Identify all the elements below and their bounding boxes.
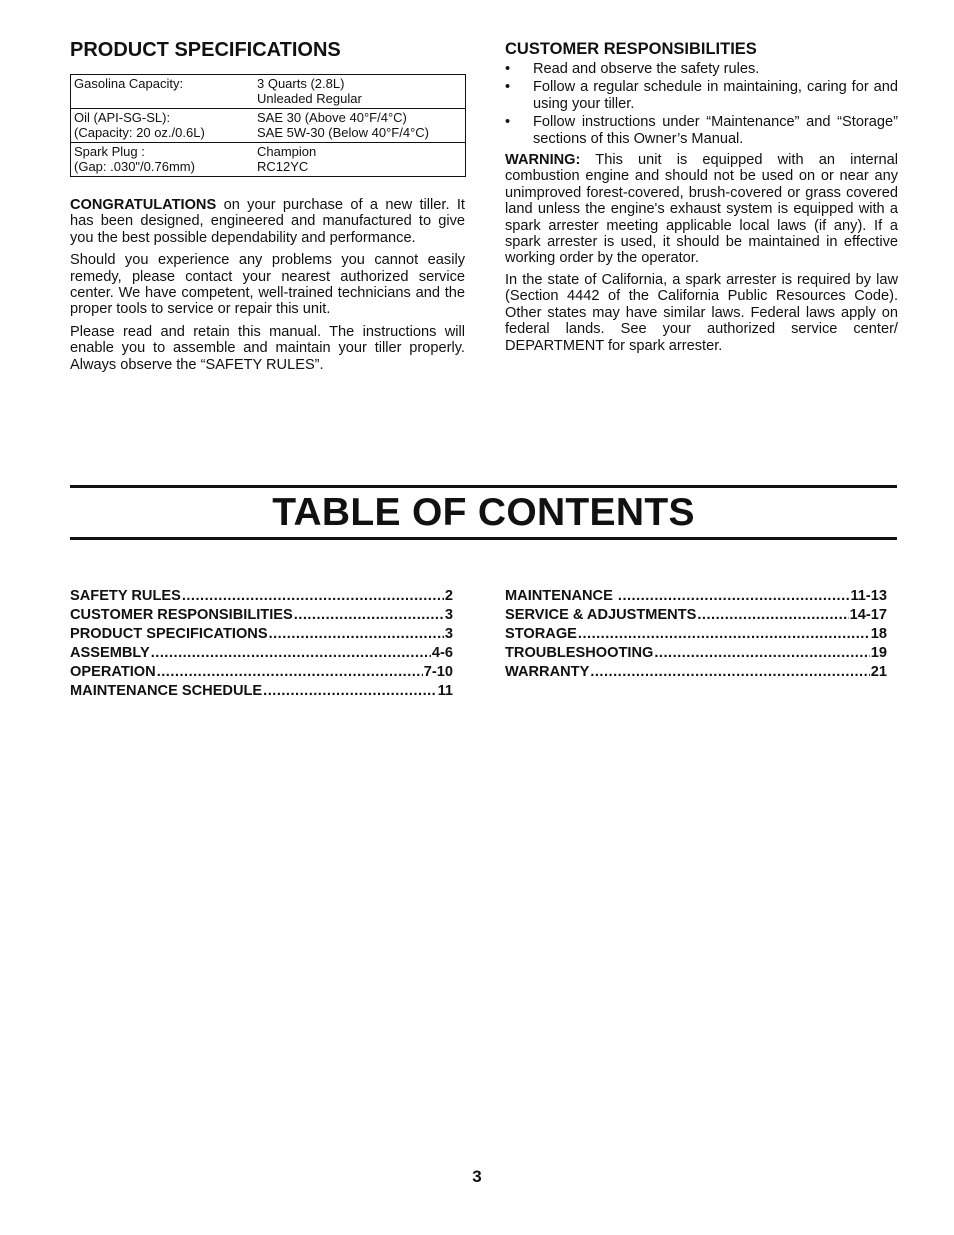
toc-entry-page: 4-6 (431, 645, 453, 661)
list-item: • Follow a regular schedule in maintaining, caring for and using your tiller. (505, 79, 898, 112)
toc-entry-page: 11-13 (850, 588, 887, 604)
spec-value: 3 Quarts (2.8L) (257, 76, 345, 91)
toc-entry-label: SAFETY RULES (70, 588, 181, 604)
toc-entry[interactable] (505, 606, 887, 625)
toc-leader-dots (263, 682, 436, 701)
toc-leader-dots (654, 644, 869, 663)
spec-value: SAE 30 (Above 40°F/4°C) (257, 110, 407, 125)
toc-entry-label: MAINTENANCE SCHEDULE (70, 683, 263, 699)
toc-leader-dots (578, 625, 870, 644)
toc-entry-page: 3 (444, 626, 453, 642)
toc-entry[interactable] (70, 682, 453, 701)
service-paragraph: Should you experience any problems you cannot easily remedy, please contact your nearest authorized service center. We have competent, well-trained technicians and the proper tools to service or repair this unit. (70, 252, 465, 318)
spec-label: (Gap: .030"/0.76mm) (74, 159, 195, 174)
congratulations-label: CONGRATULATIONS (70, 197, 217, 213)
warning-text: This unit is equipped with an internal combustion engine and should not be used on or near any unimproved forest-covered, brush-covered or grass covered land unless the engine's exhaust system is equipped with a spark arrester meeting applicable local laws (if any). If a spark arrester is used, it should be maintained in effective working order by the operator. (505, 152, 898, 267)
toc-entry-label: CUSTOMER RESPONSIBILITIES (70, 607, 293, 623)
california-paragraph: In the state of California, a spark arrester is required by law (Section 4442 of the California Public Resources Code). Other states may have similar laws. Federal laws apply on federal lands. See your authorized service center/ DEPARTMENT for spark arrester. (505, 271, 898, 354)
responsibilities-list (505, 61, 898, 147)
toc-entry[interactable] (70, 625, 453, 644)
spec-value: RC12YC (257, 159, 309, 174)
retain-manual-paragraph: Please read and retain this manual. The instructions will enable you to assemble and maintain your tiller properly. Always observe the “SAFETY RULES”. (70, 323, 465, 373)
customer-responsibilities-heading: CUSTOMER RESPONSIBILITIES (505, 40, 757, 58)
toc-entry-page: 2 (444, 588, 453, 604)
toc-leader-dots (697, 606, 848, 625)
toc-bottom-rule (70, 537, 897, 540)
toc-entry-label: WARRANTY (505, 664, 590, 680)
toc-entry-label: PRODUCT SPECIFICATIONS (70, 626, 268, 642)
spec-value-cell (254, 109, 466, 143)
toc-entry[interactable] (505, 644, 887, 663)
spec-label: Gasolina Capacity: (74, 76, 184, 91)
toc-entry[interactable] (505, 587, 887, 606)
page-number: 3 (472, 1167, 482, 1186)
product-specifications-section (70, 38, 465, 373)
toc-entry-label: OPERATION (70, 664, 156, 680)
toc-entry[interactable] (70, 644, 453, 663)
table-row (71, 109, 466, 143)
toc-title: TABLE OF CONTENTS (272, 491, 695, 534)
spec-value: SAE 5W-30 (Below 40°F/4°C) (257, 125, 429, 140)
toc-entry[interactable] (70, 587, 453, 606)
toc-leader-dots (618, 587, 850, 606)
toc-entry[interactable] (70, 663, 453, 682)
product-specifications-heading: PRODUCT SPECIFICATIONS (70, 39, 341, 61)
bullet-icon: • (505, 114, 511, 131)
toc-entry[interactable] (70, 606, 453, 625)
toc-entry-label: ASSEMBLY (70, 645, 150, 661)
list-item: • Follow instructions under “Maintenance” and “Storage” sections of this Owner’s Manual. (505, 114, 898, 147)
spec-value-cell (254, 143, 466, 177)
warning-label: WARNING: (505, 152, 581, 169)
spec-label: Spark Plug : (74, 144, 145, 159)
toc-leader-dots (182, 587, 444, 606)
toc-entry-label: TROUBLESHOOTING (505, 645, 654, 661)
spec-value: Unleaded Regular (257, 91, 362, 106)
toc-leader-dots (269, 625, 444, 644)
toc-leader-dots (590, 663, 869, 682)
spec-label: Oil (API-SG-SL): (74, 110, 171, 125)
spec-value-cell (254, 75, 466, 109)
spec-label-cell (71, 75, 255, 109)
bullet-icon: • (505, 61, 511, 77)
toc-leader-dots (157, 663, 423, 682)
congratulations-text: on your purchase of a new tiller. It has been designed, engineered and manufactured to give you the best possible dependability and performance. (70, 197, 465, 246)
toc-left-column (70, 587, 453, 701)
toc-leader-dots (151, 644, 431, 663)
specifications-table (70, 74, 466, 177)
table-row (71, 143, 466, 177)
toc-entry-label: MAINTENANCE (505, 588, 617, 604)
spec-value: Champion (257, 144, 317, 159)
spec-label-cell (71, 109, 255, 143)
toc-entry-page: 18 (870, 626, 887, 642)
toc-right-column (505, 587, 887, 682)
spec-label: (Capacity: 20 oz./0.6L) (74, 125, 205, 140)
toc-entry-page: 3 (444, 607, 453, 623)
toc-leader-dots (294, 606, 444, 625)
list-item: • Read and observe the safety rules. (505, 61, 760, 77)
toc-entry[interactable] (505, 663, 887, 682)
toc-entry-page: 7-10 (423, 664, 453, 680)
toc-entry[interactable] (505, 625, 887, 644)
toc-top-rule (70, 485, 897, 488)
toc-entry-page: 19 (870, 645, 887, 661)
toc-entry-label: STORAGE (505, 626, 577, 642)
customer-responsibilities-section (505, 40, 898, 354)
toc-entry-label: SERVICE & ADJUSTMENTS (505, 607, 697, 623)
toc-entry-page: 11 (437, 683, 453, 699)
table-row (71, 75, 466, 109)
bullet-icon: • (505, 79, 511, 96)
congratulations-paragraph (70, 197, 465, 246)
toc-entry-page: 21 (870, 664, 887, 680)
toc-entry-page: 14-17 (849, 607, 887, 623)
warning-paragraph (505, 152, 898, 267)
spec-label-cell (71, 143, 255, 177)
